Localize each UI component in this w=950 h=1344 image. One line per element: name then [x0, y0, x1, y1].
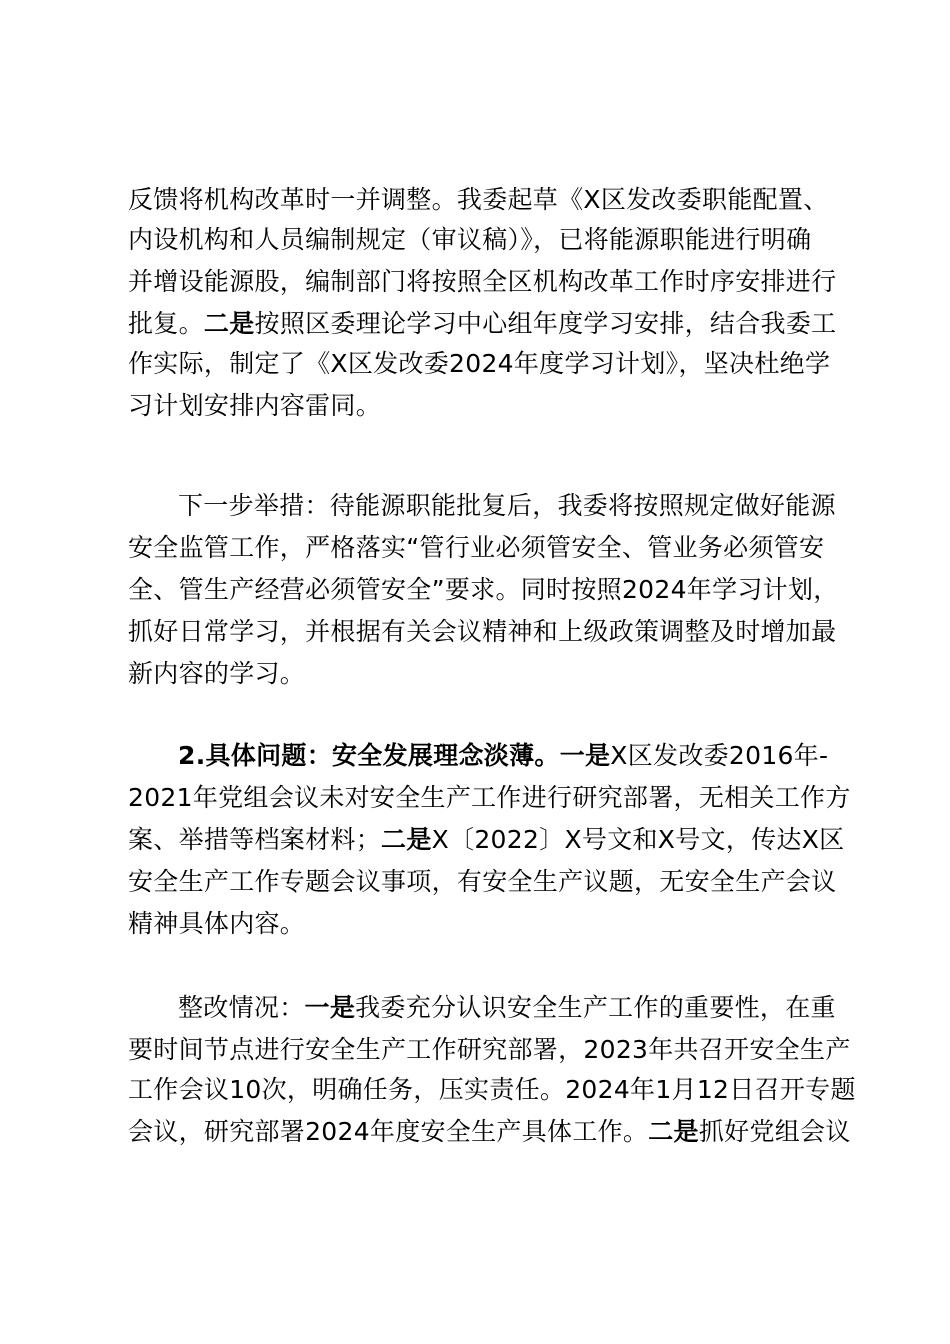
- text-segment: 抓好党组会议: [698, 1117, 851, 1146]
- text-segment: 反馈将机构改革时一并调整。我委起草《X区发改委职能配置、: [128, 185, 829, 214]
- text-segment: 我委充分认识安全生产工作的重要性，在重: [355, 993, 836, 1022]
- text-segment: 新内容的学习。: [128, 659, 306, 688]
- text-line: [128, 180, 829, 220]
- text-segment: 下一步举措：待能源职能批复后，我委将按照规定做好能源: [178, 491, 836, 520]
- bold-text-segment: 二是: [648, 1117, 699, 1146]
- text-segment: 并增设能源股，编制部门将按照全区机构改革工作时序安排进行: [128, 267, 837, 296]
- text-line: [128, 862, 836, 902]
- text-segment: 习计划安排内容雷同。: [128, 391, 382, 420]
- text-line: [128, 612, 836, 652]
- text-line: [128, 220, 811, 260]
- text-line: [128, 1070, 856, 1110]
- text-line: [128, 528, 824, 568]
- text-line: [128, 304, 836, 344]
- bold-text-segment: 二是: [203, 309, 255, 338]
- text-line: [128, 386, 381, 426]
- text-segment: 案、举措等档案材料；: [128, 825, 382, 854]
- text-segment: X〔2022〕X号文和X号文，传达X区: [431, 825, 845, 854]
- text-segment: 全、管生产经营必须管安全”要求。同时按照2024年学习计划，: [128, 575, 839, 604]
- text-line: [178, 988, 836, 1028]
- text-segment: 安全监管工作，严格落实“管行业必须管安全、管业务必须管安: [128, 533, 825, 562]
- text-line: [128, 1112, 851, 1152]
- text-line: [128, 904, 305, 944]
- text-segment: 2021年党组会议未对安全生产工作进行研究部署，无相关工作方: [128, 783, 851, 812]
- text-line: [128, 262, 836, 302]
- text-segment: 整改情况：: [178, 993, 305, 1022]
- text-line: [128, 570, 839, 610]
- text-segment: 安全生产工作专题会议事项，有安全生产议题，无安全生产会议: [128, 867, 837, 896]
- bold-text-segment: 二是: [381, 825, 432, 854]
- text-segment: 会议，研究部署2024年度安全生产具体工作。: [128, 1117, 649, 1146]
- text-line: [178, 486, 836, 526]
- bold-text-segment: 一是: [304, 993, 356, 1022]
- text-line: [128, 778, 851, 818]
- text-line: [128, 1030, 851, 1070]
- text-line: [128, 654, 305, 694]
- text-segment: 内设机构和人员编制规定（审议稿）》，已将能源职能进行明确: [128, 225, 812, 254]
- text-line: [128, 820, 844, 860]
- bold-text-segment: 2.具体问题：安全发展理念淡薄。一是: [178, 741, 611, 770]
- text-line: [178, 736, 828, 776]
- text-segment: 抓好日常学习，并根据有关会议精神和上级政策调整及时增加最: [128, 617, 837, 646]
- text-segment: 要时间节点进行安全生产工作研究部署，2023年共召开安全生产: [128, 1035, 851, 1064]
- text-segment: X区发改委2016年-: [610, 741, 829, 770]
- text-segment: 按照区委理论学习中心组年度学习安排，结合我委工: [254, 309, 837, 338]
- text-segment: 精神具体内容。: [128, 909, 306, 938]
- text-line: [128, 344, 830, 384]
- text-segment: 工作会议10次，明确任务，压实责任。2024年1月12日召开专题: [128, 1075, 856, 1104]
- text-segment: 批复。: [128, 309, 204, 338]
- text-segment: 作实际，制定了《X区发改委2024年度学习计划》，坚决杜绝学: [128, 349, 831, 378]
